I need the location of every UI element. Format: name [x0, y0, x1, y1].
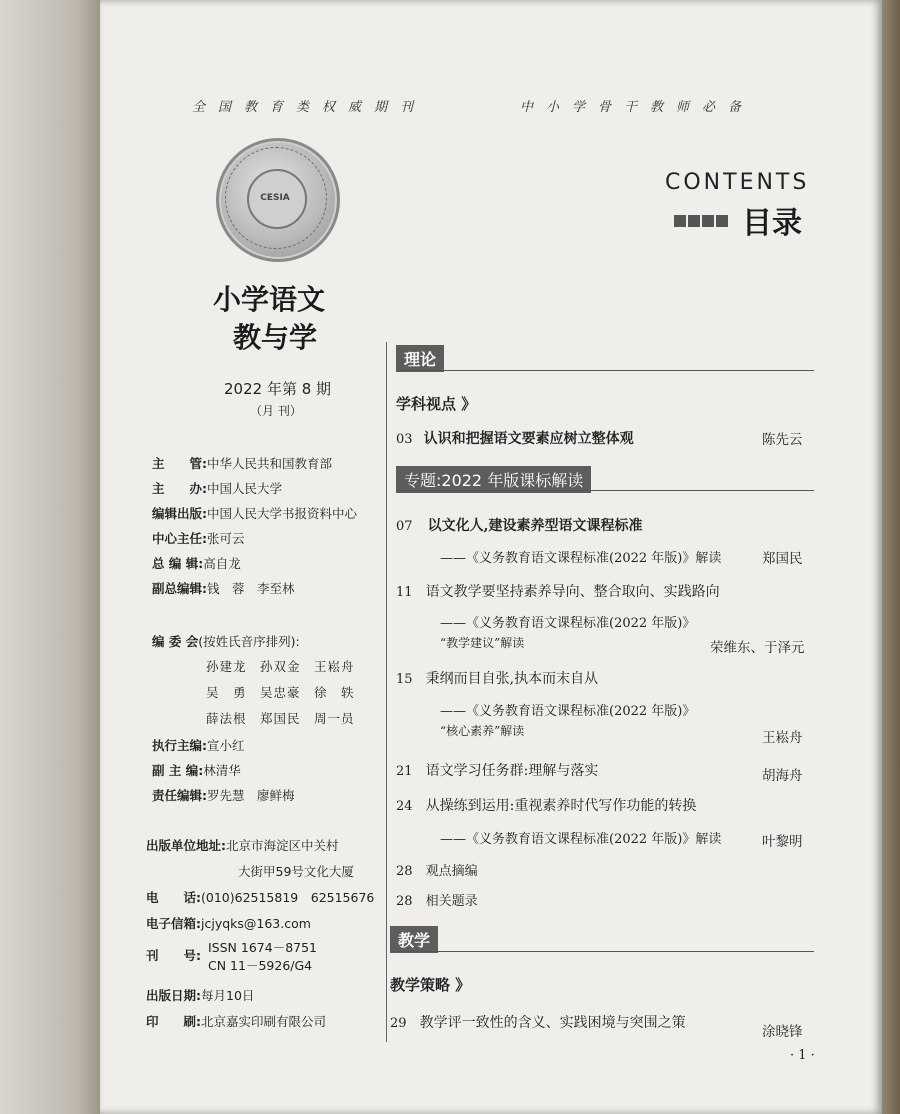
- masthead-host: [152, 479, 282, 497]
- page: [100, 0, 882, 1114]
- toc-item-28b[interactable]: [396, 890, 478, 909]
- sponsor-label: 主 管:: [152, 456, 207, 471]
- toc-item-15-subtitle-2: “核心素养”解读: [440, 724, 525, 738]
- deputy-chief-value: 钱 蓉 李至林: [207, 581, 295, 596]
- masthead-date: [146, 986, 254, 1004]
- printer-value: 北京嘉实印刷有限公司: [201, 1014, 327, 1029]
- section-teaching: 教学: [390, 926, 438, 953]
- exec-editor-label: 执行主编:: [152, 738, 207, 753]
- masthead-exec-editor: [152, 736, 245, 754]
- date-label: 出版日期:: [146, 988, 201, 1003]
- resp-editor-value: 罗先慧 廖鲜梅: [207, 788, 295, 803]
- toc-item-11[interactable]: [396, 581, 720, 601]
- toc-item-03-author: 陈先云: [762, 432, 803, 448]
- toc-item-21[interactable]: [396, 760, 598, 780]
- committee-note: (按姓氏音序排列):: [198, 634, 300, 649]
- contents-title: 目录: [742, 206, 802, 241]
- issn-value: ISSN 1674－8751: [208, 940, 318, 955]
- masthead-deputy-chief: [152, 579, 295, 597]
- masthead-sponsor: [152, 454, 332, 472]
- toc-item-num: 11: [396, 585, 413, 600]
- toc-item-num: 03: [396, 432, 413, 447]
- page-number: · 1 ·: [790, 1048, 815, 1063]
- cn-value: CN 11－5926/G4: [208, 958, 313, 973]
- masthead-address: [146, 836, 339, 854]
- deputy-chief-label: 副总编辑:: [152, 581, 207, 596]
- toc-item-15-subtitle: ——《义务教育语文课程标准(2022 年版)》: [440, 704, 696, 719]
- sub-strategy: 教学策略 》: [390, 976, 471, 994]
- book-left-page: [0, 0, 110, 1114]
- toc-item-07[interactable]: [396, 515, 643, 535]
- toc-item-title: 教学评一致性的含义、实践困境与突围之策: [419, 1015, 686, 1031]
- toc-item-num: 07: [396, 519, 413, 534]
- section-theory-rule: [396, 370, 814, 371]
- printer-label: 印 刷:: [146, 1014, 201, 1029]
- date-value: 每月10日: [201, 988, 255, 1003]
- toc-item-title: 秉纲而目自张,执本而末自从: [425, 671, 599, 687]
- email-label: 电子信箱:: [146, 916, 201, 931]
- issue-number: 2022 年第 8 期: [224, 380, 332, 398]
- toc-item-24-author: 叶黎明: [762, 834, 803, 850]
- masthead-resp-editor: [152, 786, 295, 804]
- toc-item-03[interactable]: [396, 428, 634, 448]
- masthead-vice-editor: [152, 761, 241, 779]
- toc-item-07-author: 郑国民: [762, 551, 803, 567]
- phone-label: 电 话:: [146, 890, 201, 905]
- toc-item-num: 24: [396, 799, 413, 814]
- host-value: 中国人民大学: [207, 481, 283, 496]
- section-teaching-rule: [390, 951, 814, 952]
- publisher-label: 编辑出版:: [152, 506, 207, 521]
- resp-editor-label: 责任编辑:: [152, 788, 207, 803]
- toc-item-num: 29: [390, 1016, 407, 1031]
- phone-value: (010)62515819 62515676: [201, 890, 375, 905]
- toc-item-15-author: 王崧舟: [762, 730, 803, 746]
- toc-item-num: 28: [396, 894, 413, 909]
- toc-item-11-subtitle: ——《义务教育语文课程标准(2022 年版)》: [440, 616, 696, 631]
- exec-editor-value: 宣小红: [207, 738, 245, 753]
- sub-perspective: 学科视点 》: [396, 395, 477, 413]
- toc-item-29-author: 涂晓锋: [762, 1024, 803, 1040]
- contents-latin: CONTENTS: [665, 170, 810, 195]
- issn-label: 刊 号:: [146, 948, 201, 963]
- address-line-1: 北京市海淀区中关村: [226, 838, 339, 853]
- committee-row-3: 薛法根 郑国民 周一员: [206, 711, 355, 726]
- toc-item-num: 28: [396, 864, 413, 879]
- address-line-2: 大街甲59号文化大厦: [238, 864, 354, 879]
- chief-editor-value: 高自龙: [203, 556, 241, 571]
- toc-item-title: 相关题录: [425, 894, 478, 909]
- toc-item-11-subtitle-2: “教学建议”解读: [440, 636, 525, 650]
- toc-item-28a[interactable]: [396, 860, 478, 879]
- masthead-email: [146, 914, 311, 932]
- director-value: 张可云: [207, 531, 245, 546]
- masthead-issn-label: [146, 946, 201, 964]
- toc-item-24[interactable]: [396, 795, 696, 815]
- toc-item-title: 以文化人,建设素养型语文课程标准: [427, 518, 643, 534]
- host-label: 主 办:: [152, 481, 207, 496]
- sponsor-value: 中华人民共和国教育部: [207, 456, 333, 471]
- masthead-printer: [146, 1012, 326, 1030]
- masthead-phone: [146, 888, 374, 906]
- committee-row-1: 孙建龙 孙双金 王崧舟: [206, 659, 355, 674]
- director-label: 中心主任:: [152, 531, 207, 546]
- section-theory: 理论: [396, 345, 444, 372]
- email-value: jcjyqks@163.com: [201, 916, 311, 931]
- section-special: 专题:2022 年版课标解读: [396, 466, 591, 493]
- toc-item-num: 21: [396, 764, 413, 779]
- toc-item-24-subtitle: ——《义务教育语文课程标准(2022 年版)》解读: [440, 832, 722, 847]
- toc-item-title: 认识和把握语文要素应树立整体观: [423, 431, 634, 447]
- logo-seal: [216, 138, 340, 262]
- toc-item-title: 观点摘编: [425, 864, 478, 879]
- vice-editor-value: 林清华: [203, 763, 241, 778]
- header-left-slogan: 全国教育类权威期刊: [192, 100, 427, 115]
- toc-item-21-author: 胡海舟: [762, 768, 803, 784]
- committee-row-2: 吴 勇 吴忠豪 徐 轶: [206, 685, 355, 700]
- journal-title-line1: 小学语文: [213, 283, 326, 316]
- masthead-director: [152, 529, 245, 547]
- toc-item-title: 语文教学要坚持素养导向、整合取向、实践路向: [425, 584, 720, 600]
- toc-item-07-subtitle: ——《义务教育语文课程标准(2022 年版)》解读: [440, 551, 722, 566]
- masthead-publisher: [152, 504, 357, 522]
- frequency: （月 刊）: [250, 404, 302, 418]
- chief-editor-label: 总 编 辑:: [152, 556, 204, 571]
- masthead-chief-editor: [152, 554, 241, 572]
- seal-abbr: CESIA: [260, 193, 290, 203]
- toc-item-11-author: 荣维东、于泽元: [710, 640, 805, 656]
- committee-label: 编 委 会: [152, 634, 199, 649]
- journal-title-line2: 教与学: [233, 321, 318, 354]
- masthead-committee: [152, 632, 300, 650]
- publisher-value: 中国人民大学书报资料中心: [207, 506, 358, 521]
- toc-item-title: 语文学习任务群:理解与落实: [425, 763, 599, 779]
- section-special-rule: [396, 490, 814, 491]
- column-divider: [386, 342, 387, 1042]
- header-right-slogan: 中小学骨干教师必备: [520, 100, 755, 115]
- toc-item-29[interactable]: [390, 1012, 686, 1032]
- toc-item-title: 从操练到运用:重视素养时代写作功能的转换: [425, 798, 697, 814]
- contents-bars: [674, 212, 728, 231]
- vice-editor-label: 副 主 编:: [152, 763, 204, 778]
- toc-item-15[interactable]: [396, 668, 598, 688]
- address-label: 出版单位地址:: [146, 838, 226, 853]
- toc-item-num: 15: [396, 672, 413, 687]
